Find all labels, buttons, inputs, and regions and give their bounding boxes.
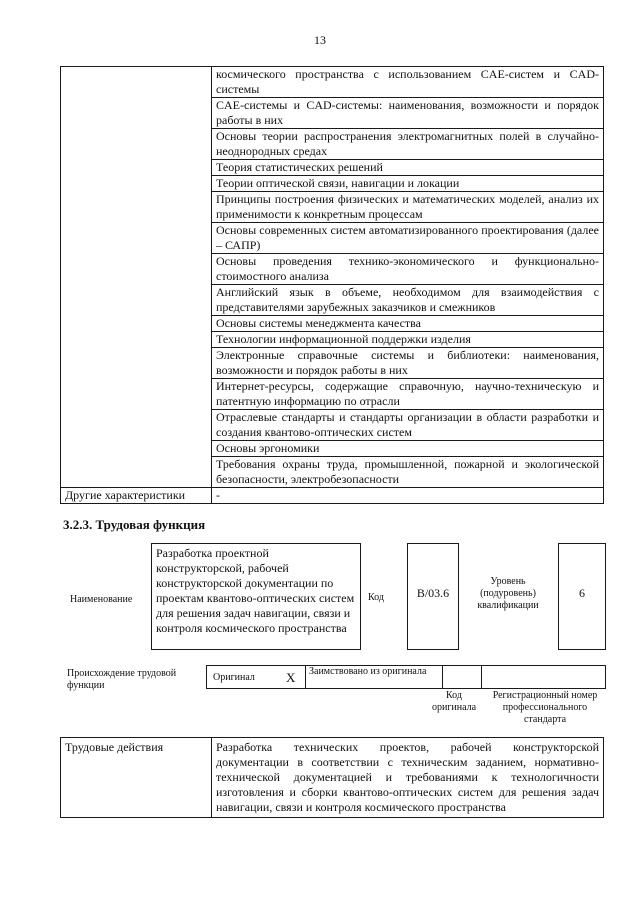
qualification-level-box: 6 (558, 543, 606, 650)
knowledge-item: Электронные справочные системы и библиотеки: наименования, возможности и порядок работы в них (212, 348, 604, 379)
code-original-label: Код оригинала (431, 690, 477, 713)
reg-number-label: Регистрационный номер профессионального стандарта (492, 690, 598, 725)
knowledge-item: Принципы построения физических и математических моделей, анализ их применимости к конкретным процессам (212, 192, 604, 223)
knowledge-item: Основы системы менеджмента качества (212, 316, 604, 332)
knowledge-left-cell (61, 67, 212, 488)
code-label: Код (368, 592, 384, 603)
knowledge-item: Английский язык в объеме, необходимом для взаимодействия с представителями зарубежных заказчиков и смежников (212, 285, 604, 316)
knowledge-table (60, 66, 604, 504)
reg-number-cell (481, 665, 606, 689)
knowledge-item: Основы теории распространения электромагнитных полей в случайно-неоднородных средах (212, 129, 604, 160)
knowledge-item: Требования охраны труда, промышленной, пожарной и экологической безопасности, электробезопасности (212, 457, 604, 488)
knowledge-item: космического пространства с использованием CAE-систем и CAD-системы (212, 67, 604, 98)
knowledge-item: Теория статистических решений (212, 160, 604, 176)
other-characteristics-row (61, 488, 604, 504)
qualification-level-label: Уровень (подуровень) квалификации (477, 576, 539, 611)
knowledge-item: Основы эргономики (212, 441, 604, 457)
knowledge-row (61, 67, 604, 98)
origin-label: Происхождение трудовой функции (67, 668, 177, 691)
function-name-box: Разработка проектной конструкторской, рабочей конструкторской документации по проектам квантово-оптических систем для решения задач навигации, связи и контроля космического пространства (151, 543, 361, 650)
origin-row (206, 665, 606, 689)
knowledge-item: Технологии информационной поддержки изделия (212, 332, 604, 348)
original-label: Оригинал (213, 672, 255, 683)
other-characteristics-label: Другие характеристики (61, 488, 212, 504)
labor-actions-label: Трудовые действия (61, 738, 212, 818)
labor-actions-row (61, 738, 604, 818)
knowledge-item: Отраслевые стандарты и стандарты организации в области разработки и создания квантово-оптических систем (212, 410, 604, 441)
original-cell (206, 665, 306, 689)
labor-actions-table (60, 737, 604, 818)
borrowed-label: Заимствовано из оригинала (309, 666, 427, 677)
knowledge-item: Основы современных систем автоматизированного проектирования (далее – САПР) (212, 223, 604, 254)
knowledge-item: CAE-системы и CAD-системы: наименования, возможности и порядок работы в них (212, 98, 604, 129)
other-characteristics-value: - (212, 488, 604, 504)
knowledge-item: Интернет-ресурсы, содержащие справочную, научно-техническую и патентную информацию по отрасли (212, 379, 604, 410)
borrowed-cell (305, 665, 443, 689)
original-mark: X (286, 670, 296, 685)
code-original-cell (442, 665, 482, 689)
section-title: 3.2.3. Трудовая функция (63, 517, 206, 532)
knowledge-item: Основы проведения технико-экономического и функционально-стоимостного анализа (212, 254, 604, 285)
page-number: 13 (314, 33, 326, 47)
knowledge-item: Теории оптической связи, навигации и локации (212, 176, 604, 192)
name-label: Наименование (70, 594, 133, 605)
labor-actions-text: Разработка технических проектов, рабочей конструкторской документации в соответствии с техническим заданием, нормативно-технической документацией и требованиями к технологичности изготовления и сборки квантово-оптических систем для решения задач навигации, связи и контроля космического пространства (212, 738, 604, 818)
code-value-box: B/03.6 (407, 543, 459, 650)
